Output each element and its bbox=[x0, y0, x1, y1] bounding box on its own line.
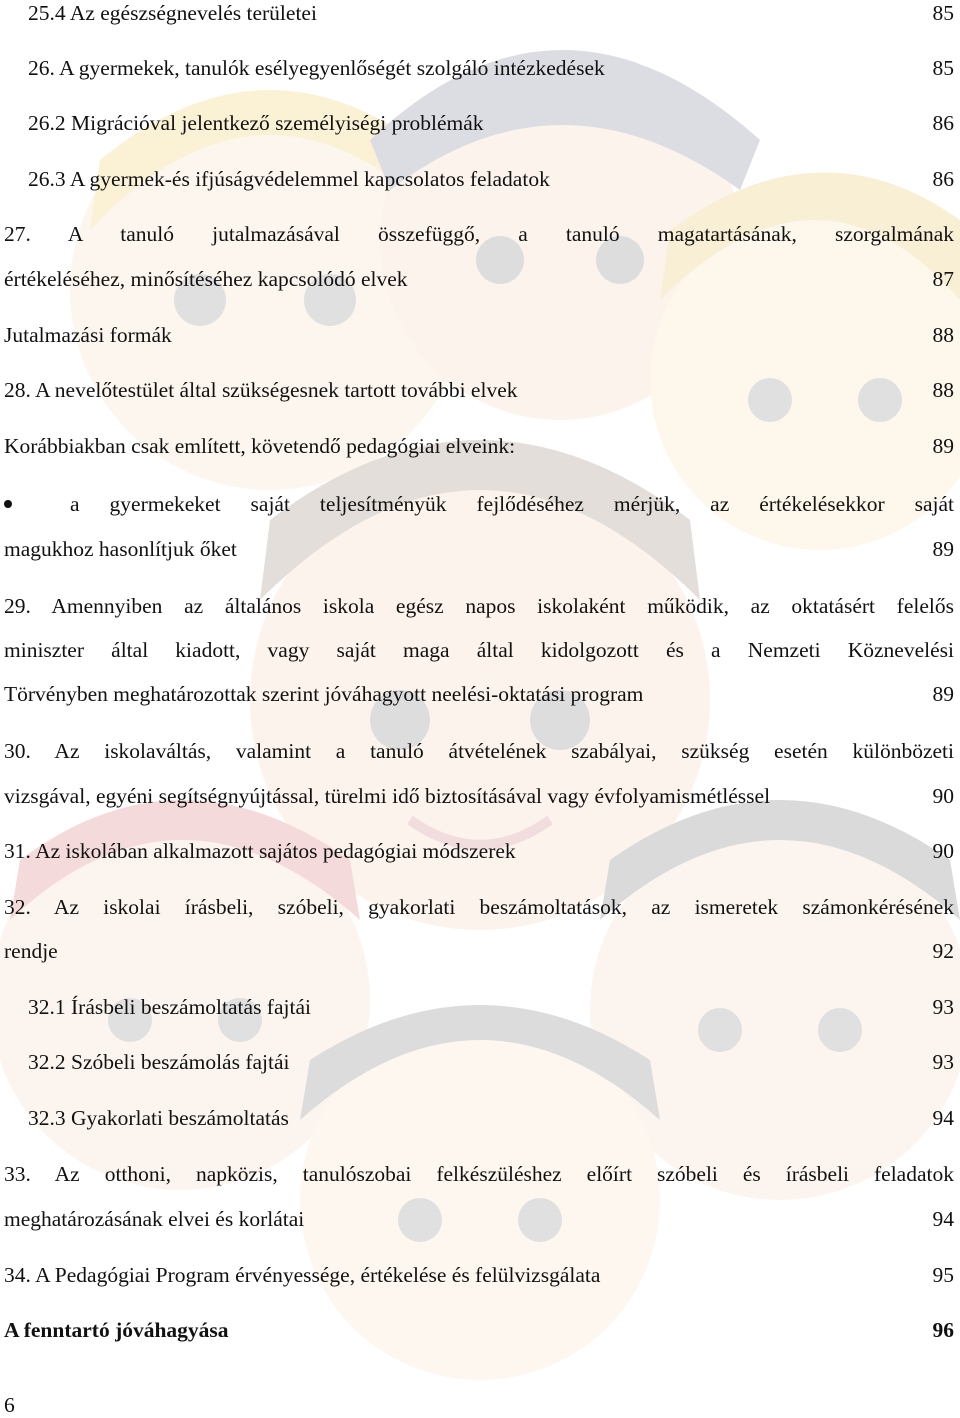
toc-entry-title: Korábbiakban csak említett, követendő pedagógiai elveink: bbox=[4, 434, 516, 458]
toc-entry-title: meghatározásának elvei és korlátai bbox=[4, 1207, 305, 1231]
toc-entry-title: értékeléséhez, minősítéséhez kapcsolódó elvek bbox=[4, 267, 408, 291]
toc-entry-title: 34. A Pedagógiai Program érvényessége, értékelése és felülvizsgálata bbox=[4, 1263, 601, 1287]
toc-entry-title: Törvényben meghatározottak szerint jóváhagyott neelési-oktatási program bbox=[4, 682, 644, 706]
toc-entry-title: 26.2 Migrációval jelentkező személyiségi problémák bbox=[28, 111, 484, 135]
toc-entry-page: 88 bbox=[932, 378, 954, 402]
toc-entry-page: 89 bbox=[932, 682, 954, 706]
toc-entry-title: 27. A tanuló jutalmazásával összefüggő, a tanuló magatartásának, szorgalmának bbox=[4, 222, 954, 246]
toc-entry-title: 29. Amennyiben az általános iskola egész napos iskolaként működik, az oktatásért felelős bbox=[4, 594, 954, 618]
toc-entry-page: 94 bbox=[932, 1106, 954, 1130]
toc-entry-line[interactable] bbox=[4, 221, 954, 247]
toc-entry-title: 33. Az otthoni, napközis, tanulószobai felkészüléshez előírt szóbeli és írásbeli feladatok bbox=[4, 1162, 954, 1186]
toc-entry-title: magukhoz hasonlítjuk őket bbox=[4, 537, 237, 561]
toc-entry-title: 31. Az iskolában alkalmazott sajátos pedagógiai módszerek bbox=[4, 839, 516, 863]
toc-entry-title: vizsgával, egyéni segítségnyújtással, türelmi idő biztosításával vagy évfolyamismétléssel bbox=[4, 784, 771, 808]
toc-entry-page: 89 bbox=[932, 434, 954, 458]
toc-entry-line[interactable] bbox=[4, 1161, 954, 1187]
toc-entry-page: 93 bbox=[932, 995, 954, 1019]
toc-entry-title: 32.2 Szóbeli beszámolás fajtái bbox=[28, 1050, 290, 1074]
page-number: 6 bbox=[4, 1393, 15, 1417]
toc-entry-page: 93 bbox=[932, 1050, 954, 1074]
toc-entry-page: 94 bbox=[932, 1207, 954, 1231]
toc-entry-title: a gyermekeket saját teljesítményük fejlődéséhez mérjük, az értékelésekkor saját bbox=[70, 492, 954, 516]
toc-entry-title: 32.3 Gyakorlati beszámoltatás bbox=[28, 1106, 289, 1130]
toc-entry-page: 90 bbox=[932, 839, 954, 863]
toc-entry-title: 26. A gyermekek, tanulók esélyegyenlőségét szolgáló intézkedések bbox=[28, 56, 605, 80]
toc-entry-title: Jutalmazási formák bbox=[4, 323, 172, 347]
toc-entry-title: 25.4 Az egészségnevelés területei bbox=[28, 1, 317, 25]
toc-entry-title: 30. Az iskolaváltás, valamint a tanuló átvételének szabályai, szükség esetén különbözeti bbox=[4, 739, 954, 763]
toc-entry-line[interactable] bbox=[4, 593, 954, 619]
toc-entry-title: miniszter által kiadott, vagy saját maga által kidolgozott és a Nemzeti Köznevelési bbox=[4, 638, 954, 662]
bullet-icon bbox=[4, 500, 12, 508]
toc-entry-page: 96 bbox=[932, 1318, 954, 1342]
toc-entry-page: 92 bbox=[932, 939, 954, 963]
toc-entry-page: 87 bbox=[932, 267, 954, 291]
toc-entry-page: 89 bbox=[932, 537, 954, 561]
toc-entry-line[interactable] bbox=[4, 738, 954, 764]
toc-entry-page: 88 bbox=[932, 323, 954, 347]
toc-entry-page: 85 bbox=[932, 1, 954, 25]
toc-entry-page: 95 bbox=[932, 1263, 954, 1287]
toc-entry-page: 85 bbox=[932, 56, 954, 80]
toc-entry-line[interactable] bbox=[4, 894, 954, 920]
watermark-face-bottom bbox=[300, 1005, 660, 1380]
toc-entry-page: 90 bbox=[932, 784, 954, 808]
toc-entry-line[interactable] bbox=[4, 637, 954, 663]
toc-entry-title: A fenntartó jóváhagyása bbox=[4, 1318, 229, 1342]
toc-entry-title: 26.3 A gyermek-és ifjúságvédelemmel kapcsolatos feladatok bbox=[28, 167, 550, 191]
toc-entry-title: rendje bbox=[4, 939, 58, 963]
toc-entry-title: 32.1 Írásbeli beszámoltatás fajtái bbox=[28, 995, 311, 1019]
toc-entry-title: 32. Az iskolai írásbeli, szóbeli, gyakorlati beszámoltatások, az ismeretek számonkérésének bbox=[4, 895, 954, 919]
toc-entry-title: 28. A nevelőtestület által szükségesnek tartott további elvek bbox=[4, 378, 518, 402]
toc-entry-page: 86 bbox=[932, 111, 954, 135]
toc-entry-page: 86 bbox=[932, 167, 954, 191]
